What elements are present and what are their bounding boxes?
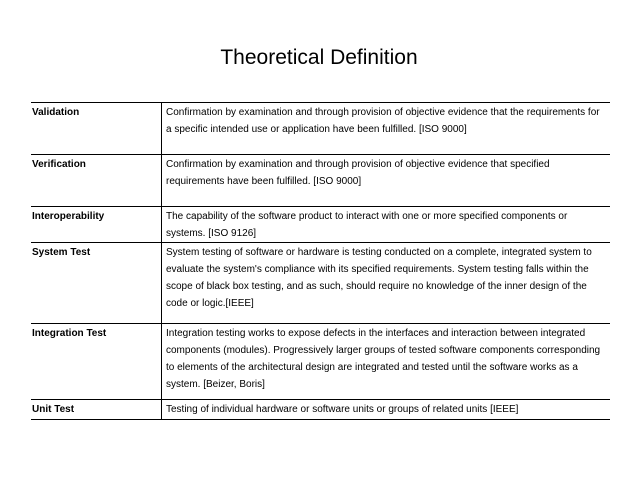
term-cell: Integration Test: [31, 324, 162, 400]
definition-cell: Integration testing works to expose defects in the interfaces and interaction between integrated components (modules). Progressively larger groups of tested software components corresponding to elements of the architectural design are integrated and tested until the software works as a system. [Beizer, Boris]: [162, 324, 611, 400]
definition-cell: System testing of software or hardware is testing conducted on a complete, integrated system to evaluate the system's compliance with its specified requirements. System testing falls within the scope of black box testing, and as such, should require no knowledge of the inner design of the code or logic.[IEEE]: [162, 243, 611, 324]
term-cell: Unit Test: [31, 400, 162, 420]
table-row-verification: [31, 155, 610, 207]
term-cell: Validation: [31, 103, 162, 155]
table-row-integration-test: [31, 324, 610, 400]
definition-cell: Confirmation by examination and through provision of objective evidence that specified requirements have been fulfilled. [ISO 9000]: [162, 155, 611, 207]
table-row-system-test: [31, 243, 610, 324]
table-row-unit-test: [31, 400, 610, 420]
term-cell: Verification: [31, 155, 162, 207]
definition-cell: Confirmation by examination and through provision of objective evidence that the requirements for a specific intended use or application have been fulfilled. [ISO 9000]: [162, 103, 611, 155]
table-row-validation: [31, 103, 610, 155]
term-cell: System Test: [31, 243, 162, 324]
term-cell: Interoperability: [31, 207, 162, 243]
table-row-interoperability: [31, 207, 610, 243]
definition-cell: Testing of individual hardware or software units or groups of related units [IEEE]: [162, 400, 611, 420]
definition-cell: The capability of the software product to interact with one or more specified components or systems. [ISO 9126]: [162, 207, 611, 243]
definitions-table: [31, 102, 610, 420]
page-title: Theoretical Definition: [220, 46, 418, 69]
